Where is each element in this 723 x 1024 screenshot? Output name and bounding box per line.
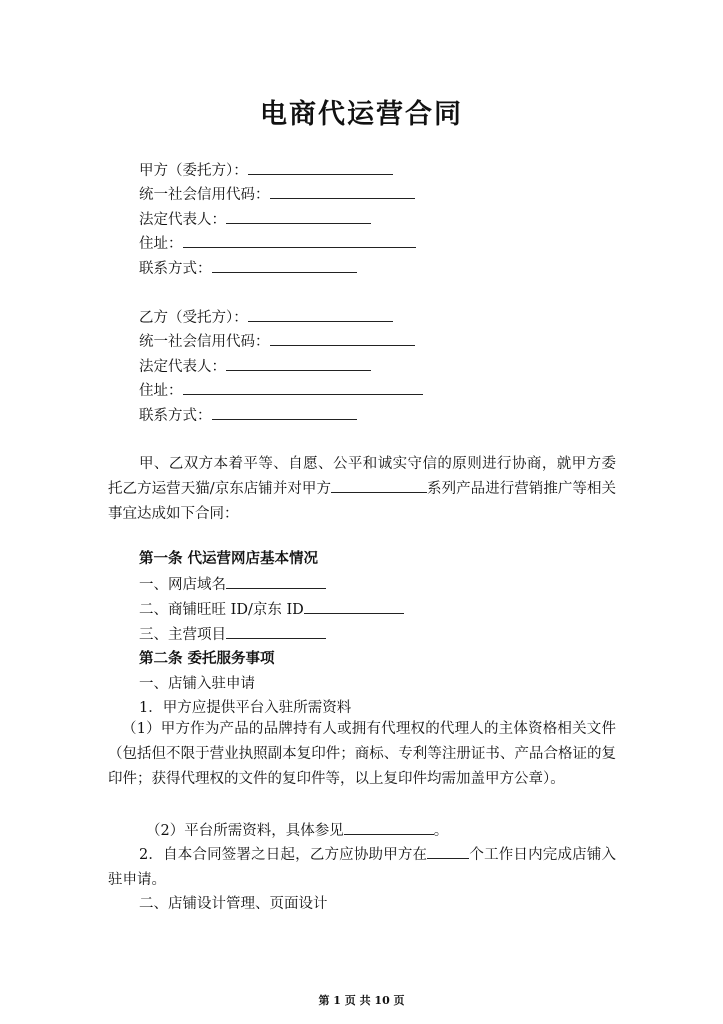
party-b-contact-blank[interactable] (212, 405, 357, 420)
article1-item3-label: 三、主营项目 (139, 627, 226, 643)
party-a-name-blank[interactable] (248, 160, 393, 175)
party-b-name-line (139, 307, 393, 328)
party-b-legal-rep-line (139, 356, 371, 377)
article1-item1-line (139, 574, 326, 595)
preamble-part1: 甲、乙双方本着平等、自愿、公平和诚实守信的原则进行协商，就甲方委托乙方运营天猫/京东店铺并对甲方 (108, 456, 616, 497)
party-b-legal-rep-blank[interactable] (226, 356, 371, 371)
article1-item2-label: 二、商铺旺旺 ID/京东 ID (139, 602, 304, 618)
article2-item2: 二、店铺设计管理、页面设计 (139, 896, 328, 912)
party-a-name-label: 甲方（委托方）： (139, 163, 248, 179)
article2-item1: 一、店铺入驻申请 (139, 676, 255, 692)
article1-item2-line (139, 599, 404, 620)
party-a-contact-line (139, 258, 357, 279)
article1-heading: 第一条 代运营网店基本情况 (139, 550, 319, 567)
party-b-contact-label: 联系方式： (139, 408, 212, 424)
shop-domain-blank[interactable] (226, 574, 326, 589)
party-a-legal-rep-line (139, 209, 371, 230)
article2-sub2-post: 个工作日内完成店铺入驻申请。 (108, 847, 616, 888)
working-days-blank[interactable] (427, 844, 469, 859)
article2-sub1-2-pre: （2）平台所需资料，具体参见 (146, 823, 344, 839)
party-a-legal-rep-label: 法定代表人： (139, 212, 226, 228)
preamble-part2: 系列产品进行营销推广等相关事宜达成如下合同： (108, 481, 616, 522)
document-title: 电商代运营合同 (260, 99, 463, 130)
party-a-address-label: 住址： (139, 236, 183, 252)
party-b-credit-code-label: 统一社会信用代码： (139, 334, 270, 350)
page-footer: 第 1 页 共 10 页 (318, 994, 405, 1007)
article2-sub1-2-post: 。 (433, 823, 449, 839)
article2-sub1: 1．甲方应提供平台入驻所需资料 (139, 700, 352, 716)
article2-sub1-1-paragraph: （1）甲方作为产品的品牌持有人或拥有代理权的代理人的主体资格相关文件（包括但不限于营业执照副本复印件；商标、专利等注册证书、产品合格证的复印件；获得代理权的文件的复印件等，以上复印件均需加盖甲方公章）。 (108, 721, 616, 787)
article2-sub2-paragraph (108, 843, 616, 893)
platform-materials-blank[interactable] (344, 820, 434, 835)
party-a-contact-label: 联系方式： (139, 261, 212, 277)
party-b-address-line (139, 380, 423, 401)
article2-sub1-2-line (146, 820, 448, 841)
party-a-legal-rep-blank[interactable] (226, 209, 371, 224)
shop-id-blank[interactable] (304, 599, 404, 614)
party-a-name-line (139, 160, 393, 181)
party-a-credit-code-label: 统一社会信用代码： (139, 187, 270, 203)
party-b-credit-code-blank[interactable] (270, 331, 415, 346)
article2-sub2-pre: 2．自本合同签署之日起，乙方应协助甲方在 (139, 847, 428, 863)
party-b-name-label: 乙方（受托方）： (139, 310, 248, 326)
party-b-legal-rep-label: 法定代表人： (139, 359, 226, 375)
party-a-credit-code-line (139, 184, 415, 205)
article1-item1-label: 一、网店域名 (139, 577, 226, 593)
article2-heading: 第二条 委托服务事项 (139, 650, 275, 667)
party-a-contact-blank[interactable] (212, 258, 357, 273)
main-business-blank[interactable] (226, 624, 326, 639)
party-a-address-line (139, 233, 416, 254)
product-series-blank[interactable] (331, 478, 427, 493)
party-a-credit-code-blank[interactable] (270, 184, 415, 199)
preamble-paragraph (108, 452, 616, 527)
party-b-address-blank[interactable] (183, 380, 423, 395)
party-b-credit-code-line (139, 331, 415, 352)
party-b-name-blank[interactable] (248, 307, 393, 322)
party-b-address-label: 住址： (139, 383, 183, 399)
article1-item3-line (139, 624, 326, 645)
party-a-address-blank[interactable] (183, 233, 416, 248)
party-b-contact-line (139, 405, 357, 426)
